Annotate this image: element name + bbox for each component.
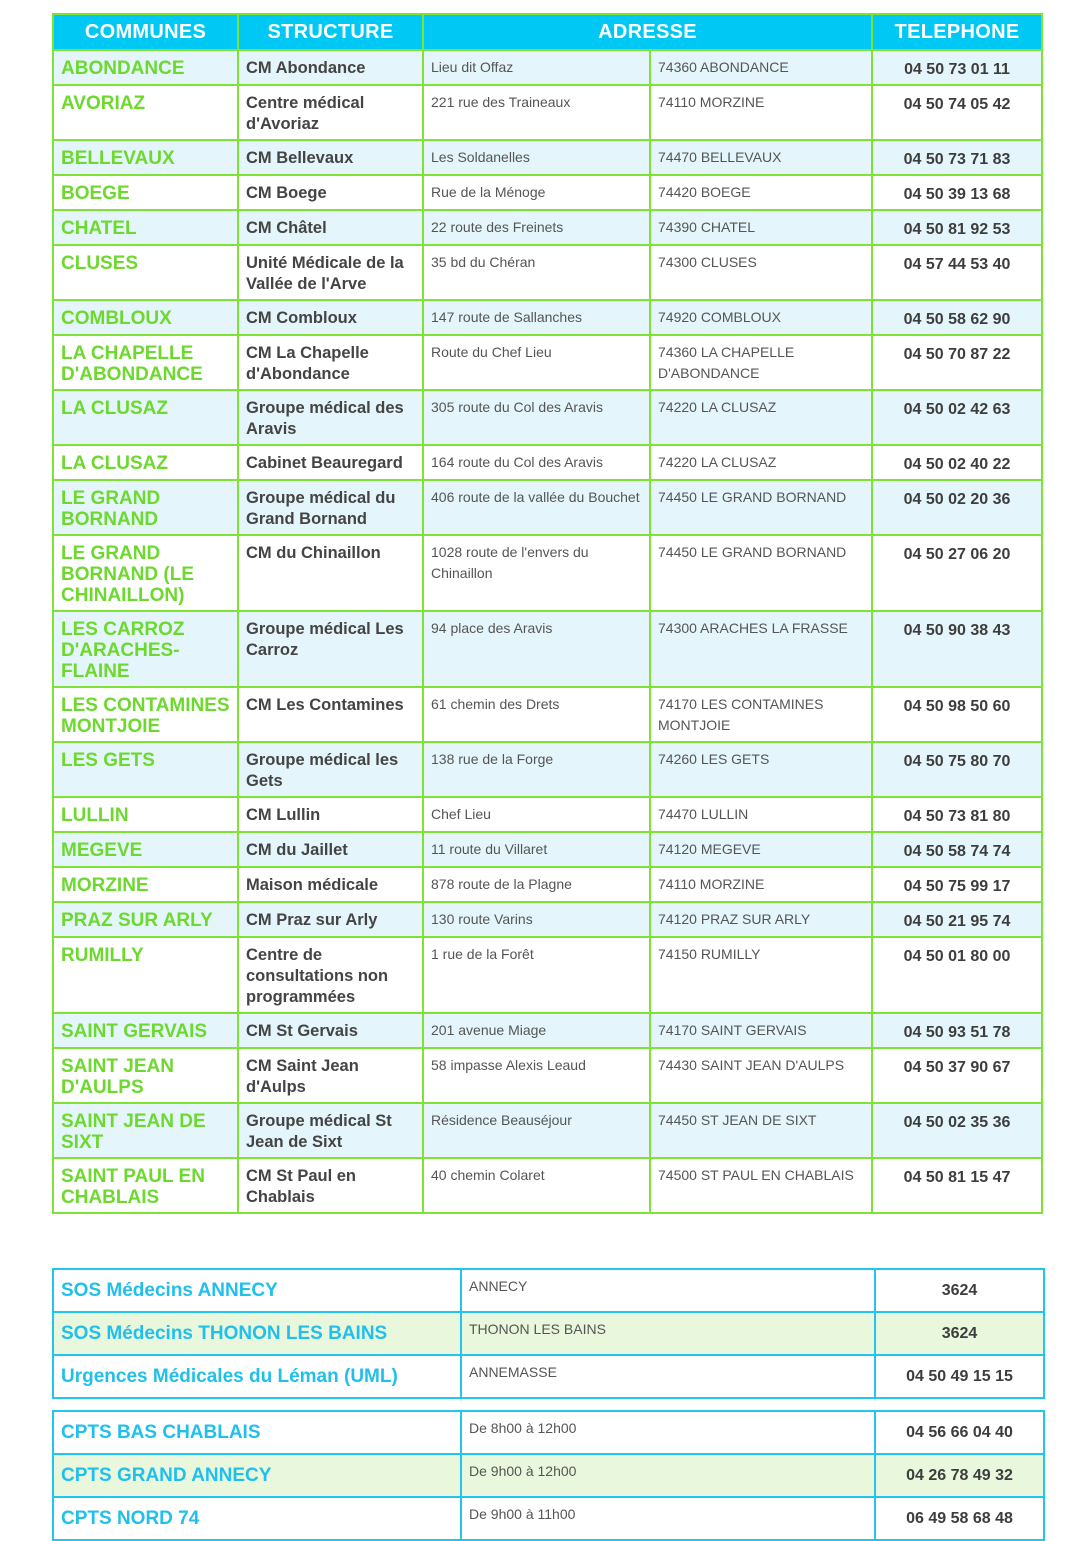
- structure-cell: CM Combloux: [238, 300, 423, 335]
- table-row: [53, 1269, 1044, 1312]
- structure-cell: CM Châtel: [238, 210, 423, 245]
- table-row: [53, 1312, 1044, 1355]
- city-cell: 74390 CHATEL: [650, 210, 872, 245]
- phone-cell: 04 57 44 53 40: [872, 245, 1042, 300]
- structure-cell: Groupe médical les Gets: [238, 742, 423, 797]
- table-row: [53, 245, 1042, 300]
- structure-cell: Groupe médical St Jean de Sixt: [238, 1103, 423, 1158]
- service-name: Urgences Médicales du Léman (UML): [53, 1355, 461, 1398]
- commune-cell: SAINT JEAN DE SIXT: [53, 1103, 238, 1158]
- phone-cell: 04 50 75 80 70: [872, 742, 1042, 797]
- city-cell: 74450 LE GRAND BORNAND: [650, 480, 872, 535]
- city-cell: 74500 ST PAUL EN CHABLAIS: [650, 1158, 872, 1213]
- service-info: De 9h00 à 11h00: [461, 1497, 875, 1540]
- phone-cell: 04 50 01 80 00: [872, 937, 1042, 1013]
- sos-table-body: [53, 1269, 1044, 1398]
- table-row: [53, 797, 1042, 832]
- service-phone: 04 56 66 04 40: [875, 1411, 1044, 1454]
- header-row: [53, 14, 1042, 50]
- street-cell: 35 bd du Chéran: [423, 245, 650, 300]
- city-cell: 74430 SAINT JEAN D'AULPS: [650, 1048, 872, 1103]
- service-phone: 04 26 78 49 32: [875, 1454, 1044, 1497]
- street-cell: 164 route du Col des Aravis: [423, 445, 650, 480]
- main-table-body: [53, 50, 1042, 1213]
- phone-cell: 04 50 21 95 74: [872, 902, 1042, 937]
- phone-cell: 04 50 98 50 60: [872, 687, 1042, 742]
- structure-cell: CM St Paul en Chablais: [238, 1158, 423, 1213]
- phone-cell: 04 50 75 99 17: [872, 867, 1042, 902]
- structure-cell: Maison médicale: [238, 867, 423, 902]
- phone-cell: 04 50 81 15 47: [872, 1158, 1042, 1213]
- phone-cell: 04 50 74 05 42: [872, 85, 1042, 140]
- structure-cell: Unité Médicale de la Vallée de l'Arve: [238, 245, 423, 300]
- city-cell: 74470 LULLIN: [650, 797, 872, 832]
- commune-cell: SAINT GERVAIS: [53, 1013, 238, 1048]
- city-cell: 74360 ABONDANCE: [650, 50, 872, 85]
- commune-cell: LA CLUSAZ: [53, 445, 238, 480]
- header-telephone: TELEPHONE: [872, 14, 1042, 50]
- table-row: [53, 85, 1042, 140]
- commune-cell: MORZINE: [53, 867, 238, 902]
- city-cell: 74220 LA CLUSAZ: [650, 390, 872, 445]
- structure-cell: Groupe médical Les Carroz: [238, 611, 423, 687]
- table-row: [53, 445, 1042, 480]
- street-cell: 147 route de Sallanches: [423, 300, 650, 335]
- table-row: [53, 175, 1042, 210]
- street-cell: Route du Chef Lieu: [423, 335, 650, 390]
- street-cell: Les Soldanelles: [423, 140, 650, 175]
- table-row: [53, 1355, 1044, 1398]
- street-cell: 40 chemin Colaret: [423, 1158, 650, 1213]
- street-cell: 1028 route de l'envers du Chinaillon: [423, 535, 650, 611]
- city-cell: 74110 MORZINE: [650, 867, 872, 902]
- cpts-table-body: [53, 1411, 1044, 1540]
- structure-cell: Centre médical d'Avoriaz: [238, 85, 423, 140]
- city-cell: 74170 LES CONTAMINES MONTJOIE: [650, 687, 872, 742]
- commune-cell: RUMILLY: [53, 937, 238, 1013]
- structure-cell: CM La Chapelle d'Abondance: [238, 335, 423, 390]
- table-row: [53, 937, 1042, 1013]
- commune-cell: COMBLOUX: [53, 300, 238, 335]
- structure-cell: CM Abondance: [238, 50, 423, 85]
- structure-cell: CM Boege: [238, 175, 423, 210]
- phone-cell: 04 50 70 87 22: [872, 335, 1042, 390]
- table-row: [53, 1048, 1042, 1103]
- street-cell: 1 rue de la Forêt: [423, 937, 650, 1013]
- city-cell: 74300 CLUSES: [650, 245, 872, 300]
- service-name: SOS Médecins THONON LES BAINS: [53, 1312, 461, 1355]
- medical-centers-table: [52, 13, 1043, 1214]
- city-cell: 74360 LA CHAPELLE D'ABONDANCE: [650, 335, 872, 390]
- phone-cell: 04 50 02 35 36: [872, 1103, 1042, 1158]
- street-cell: 94 place des Aravis: [423, 611, 650, 687]
- table-row: [53, 140, 1042, 175]
- city-cell: 74120 MEGEVE: [650, 832, 872, 867]
- phone-cell: 04 50 39 13 68: [872, 175, 1042, 210]
- commune-cell: BELLEVAUX: [53, 140, 238, 175]
- table-row: [53, 1103, 1042, 1158]
- phone-cell: 04 50 90 38 43: [872, 611, 1042, 687]
- table-row: [53, 300, 1042, 335]
- phone-cell: 04 50 73 01 11: [872, 50, 1042, 85]
- street-cell: 305 route du Col des Aravis: [423, 390, 650, 445]
- street-cell: Lieu dit Offaz: [423, 50, 650, 85]
- table-row: [53, 50, 1042, 85]
- street-cell: 61 chemin des Drets: [423, 687, 650, 742]
- city-cell: 74450 ST JEAN DE SIXT: [650, 1103, 872, 1158]
- street-cell: Résidence Beauséjour: [423, 1103, 650, 1158]
- commune-cell: AVORIAZ: [53, 85, 238, 140]
- cpts-table: [52, 1410, 1045, 1541]
- street-cell: 11 route du Villaret: [423, 832, 650, 867]
- city-cell: 74110 MORZINE: [650, 85, 872, 140]
- street-cell: 58 impasse Alexis Leaud: [423, 1048, 650, 1103]
- table-row: [53, 902, 1042, 937]
- table-row: [53, 335, 1042, 390]
- structure-cell: Groupe médical des Aravis: [238, 390, 423, 445]
- table-row: [53, 1013, 1042, 1048]
- service-name: SOS Médecins ANNECY: [53, 1269, 461, 1312]
- commune-cell: PRAZ SUR ARLY: [53, 902, 238, 937]
- table-row: [53, 1411, 1044, 1454]
- commune-cell: LE GRAND BORNAND: [53, 480, 238, 535]
- structure-cell: Centre de consultations non programmées: [238, 937, 423, 1013]
- phone-cell: 04 50 02 42 63: [872, 390, 1042, 445]
- structure-cell: CM St Gervais: [238, 1013, 423, 1048]
- commune-cell: CLUSES: [53, 245, 238, 300]
- street-cell: 138 rue de la Forge: [423, 742, 650, 797]
- header-communes: COMMUNES: [53, 14, 238, 50]
- header-structure: STRUCTURE: [238, 14, 423, 50]
- table-row: [53, 687, 1042, 742]
- commune-cell: LES CONTAMINES MONTJOIE: [53, 687, 238, 742]
- city-cell: 74450 LE GRAND BORNAND: [650, 535, 872, 611]
- city-cell: 74220 LA CLUSAZ: [650, 445, 872, 480]
- city-cell: 74300 ARACHES LA FRASSE: [650, 611, 872, 687]
- street-cell: 878 route de la Plagne: [423, 867, 650, 902]
- header-adresse: ADRESSE: [423, 14, 872, 50]
- commune-cell: SAINT JEAN D'AULPS: [53, 1048, 238, 1103]
- sos-medecins-table: [52, 1268, 1045, 1399]
- street-cell: Rue de la Ménoge: [423, 175, 650, 210]
- phone-cell: 04 50 02 40 22: [872, 445, 1042, 480]
- structure-cell: CM Lullin: [238, 797, 423, 832]
- city-cell: 74150 RUMILLY: [650, 937, 872, 1013]
- table-row: [53, 742, 1042, 797]
- commune-cell: CHATEL: [53, 210, 238, 245]
- service-info: THONON LES BAINS: [461, 1312, 875, 1355]
- phone-cell: 04 50 58 62 90: [872, 300, 1042, 335]
- commune-cell: SAINT PAUL EN CHABLAIS: [53, 1158, 238, 1213]
- table-row: [53, 480, 1042, 535]
- city-cell: 74170 SAINT GERVAIS: [650, 1013, 872, 1048]
- city-cell: 74260 LES GETS: [650, 742, 872, 797]
- service-phone: 3624: [875, 1269, 1044, 1312]
- commune-cell: LA CHAPELLE D'ABONDANCE: [53, 335, 238, 390]
- service-phone: 3624: [875, 1312, 1044, 1355]
- table-row: [53, 535, 1042, 611]
- commune-cell: LES CARROZ D'ARACHES-FLAINE: [53, 611, 238, 687]
- phone-cell: 04 50 27 06 20: [872, 535, 1042, 611]
- structure-cell: CM du Chinaillon: [238, 535, 423, 611]
- table-row: [53, 390, 1042, 445]
- table-row: [53, 1454, 1044, 1497]
- table-row: [53, 867, 1042, 902]
- street-cell: 406 route de la vallée du Bouchet: [423, 480, 650, 535]
- service-name: CPTS BAS CHABLAIS: [53, 1411, 461, 1454]
- table-row: [53, 210, 1042, 245]
- service-info: De 8h00 à 12h00: [461, 1411, 875, 1454]
- street-cell: 22 route des Freinets: [423, 210, 650, 245]
- city-cell: 74470 BELLEVAUX: [650, 140, 872, 175]
- phone-cell: 04 50 93 51 78: [872, 1013, 1042, 1048]
- city-cell: 74420 BOEGE: [650, 175, 872, 210]
- street-cell: 201 avenue Miage: [423, 1013, 650, 1048]
- street-cell: 130 route Varins: [423, 902, 650, 937]
- city-cell: 74120 PRAZ SUR ARLY: [650, 902, 872, 937]
- commune-cell: LULLIN: [53, 797, 238, 832]
- structure-cell: CM Les Contamines: [238, 687, 423, 742]
- table-row: [53, 611, 1042, 687]
- service-info: ANNEMASSE: [461, 1355, 875, 1398]
- table-row: [53, 1158, 1042, 1213]
- service-name: CPTS GRAND ANNECY: [53, 1454, 461, 1497]
- service-info: De 9h00 à 12h00: [461, 1454, 875, 1497]
- table-row: [53, 1497, 1044, 1540]
- commune-cell: ABONDANCE: [53, 50, 238, 85]
- commune-cell: LE GRAND BORNAND (LE CHINAILLON): [53, 535, 238, 611]
- table-row: [53, 832, 1042, 867]
- service-phone: 04 50 49 15 15: [875, 1355, 1044, 1398]
- phone-cell: 04 50 02 20 36: [872, 480, 1042, 535]
- city-cell: 74920 COMBLOUX: [650, 300, 872, 335]
- commune-cell: MEGEVE: [53, 832, 238, 867]
- structure-cell: CM du Jaillet: [238, 832, 423, 867]
- commune-cell: LES GETS: [53, 742, 238, 797]
- street-cell: 221 rue des Traineaux: [423, 85, 650, 140]
- structure-cell: Groupe médical du Grand Bornand: [238, 480, 423, 535]
- street-cell: Chef Lieu: [423, 797, 650, 832]
- service-phone: 06 49 58 68 48: [875, 1497, 1044, 1540]
- commune-cell: LA CLUSAZ: [53, 390, 238, 445]
- phone-cell: 04 50 37 90 67: [872, 1048, 1042, 1103]
- commune-cell: BOEGE: [53, 175, 238, 210]
- phone-cell: 04 50 73 81 80: [872, 797, 1042, 832]
- phone-cell: 04 50 73 71 83: [872, 140, 1042, 175]
- structure-cell: CM Saint Jean d'Aulps: [238, 1048, 423, 1103]
- structure-cell: CM Praz sur Arly: [238, 902, 423, 937]
- service-info: ANNECY: [461, 1269, 875, 1312]
- service-name: CPTS NORD 74: [53, 1497, 461, 1540]
- phone-cell: 04 50 81 92 53: [872, 210, 1042, 245]
- structure-cell: Cabinet Beauregard: [238, 445, 423, 480]
- structure-cell: CM Bellevaux: [238, 140, 423, 175]
- phone-cell: 04 50 58 74 74: [872, 832, 1042, 867]
